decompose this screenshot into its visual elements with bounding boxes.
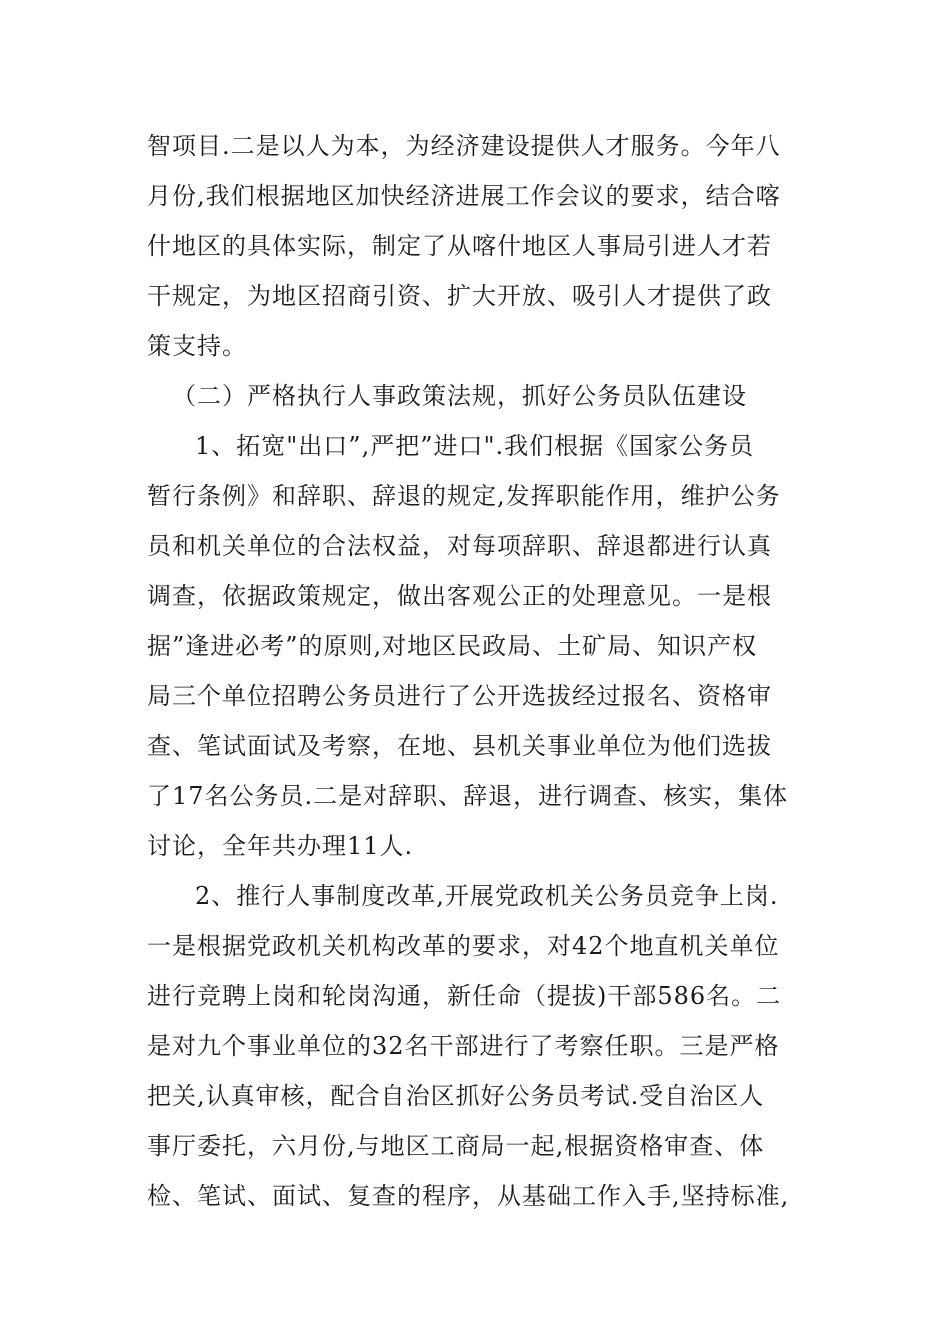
body-text-line: 员和机关单位的合法权益，对每项辞职、辞退都进行认真 [147,532,772,560]
body-text-line: 讨论，全年共办理11人. [147,832,414,860]
body-text-line: 检、笔试、面试、复查的程序，从基础工作入手,坚持标准, [147,1182,790,1210]
body-text-line: 2、推行人事制度改革,开展党政机关公务员竞争上岗. [195,882,779,910]
body-text-line: 进行竞聘上岗和轮岗沟通，新任命（提拔)干部586名。二 [147,982,782,1010]
body-text-line: 月份,我们根据地区加快经济进展工作会议的要求，结合喀 [147,182,781,210]
body-text-line: 1、拓宽"出口”,严把”进口".我们根据《国家公务员 [195,432,755,460]
body-text-line: 智项目.二是以人为本，为经济建设提供人才服务。今年八 [147,132,781,160]
body-text-line: 据”逢进必考”的原则,对地区民政局、土矿局、知识产权 [147,632,758,660]
body-text-line: 了17名公务员.二是对辞职、辞退，进行调查、核实，集体 [147,782,789,810]
body-text-line: 调查，依据政策规定，做出客观公正的处理意见。一是根 [147,582,772,610]
body-text-line: 局三个单位招聘公务员进行了公开选拔经过报名、资格审 [147,682,772,710]
body-text-line: 查、笔试面试及考察，在地、县机关事业单位为他们选拔 [147,732,772,760]
body-text-line: 是对九个事业单位的32名干部进行了考察任职。三是严格 [147,1032,780,1060]
body-text-line: 什地区的具体实际，制定了从喀什地区人事局引进人才若 [147,232,772,260]
body-text-line: 把关,认真审核，配合自治区抓好公务员考试.受自治区人 [147,1082,765,1110]
body-text-line: 事厅委托，六月份,与地区工商局一起,根据资格审查、体 [147,1132,765,1160]
section-heading: （二）严格执行人事政策法规，抓好公务员队伍建设 [172,382,747,410]
body-text-line: 一是根据党政机关机构改革的要求，对42个地直机关单位 [147,932,780,960]
body-text-line: 策支持。 [147,332,247,360]
body-text-line: 干规定，为地区招商引资、扩大开放、吸引人才提供了政 [147,282,772,310]
body-text-line: 暂行条例》和辞职、辞退的规定,发挥职能作用，维护公务 [147,482,781,510]
